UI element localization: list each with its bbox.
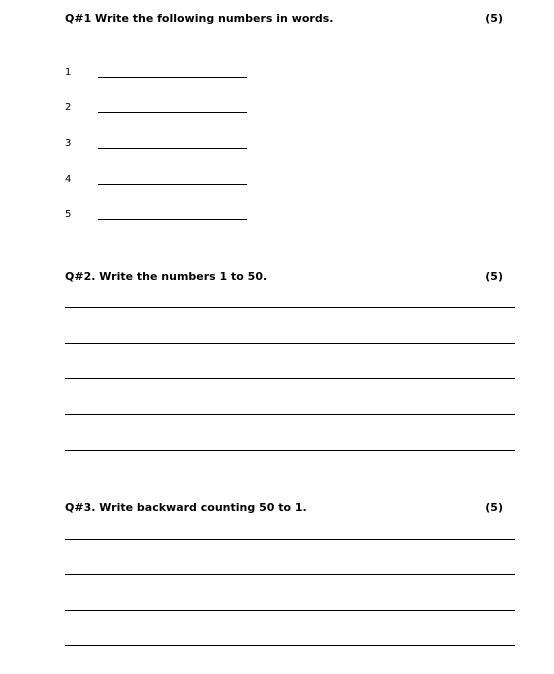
answer-item-4 [65, 173, 255, 187]
answer-line[interactable] [98, 77, 247, 78]
writing-line[interactable] [65, 307, 515, 308]
question-3-text: Q#3. Write backward counting 50 to 1. [65, 501, 307, 514]
answer-item-2 [65, 101, 255, 115]
writing-line[interactable] [65, 539, 515, 540]
writing-line[interactable] [65, 343, 515, 344]
answer-item-5 [65, 208, 255, 222]
answer-line[interactable] [98, 184, 247, 185]
question-1-marks: (5) [485, 12, 503, 25]
question-3-marks: (5) [485, 501, 503, 514]
question-1-header [65, 11, 515, 27]
question-1-text: Q#1 Write the following numbers in words. [65, 12, 334, 25]
item-number: 3 [65, 138, 72, 149]
writing-line[interactable] [65, 610, 515, 611]
answer-item-1 [65, 66, 255, 80]
answer-item-3 [65, 137, 255, 151]
writing-line[interactable] [65, 414, 515, 415]
item-number: 2 [65, 102, 72, 113]
answer-line[interactable] [98, 148, 247, 149]
writing-line[interactable] [65, 574, 515, 575]
question-3-header [65, 500, 515, 516]
answer-line[interactable] [98, 112, 247, 113]
writing-line[interactable] [65, 378, 515, 379]
question-2-marks: (5) [485, 270, 503, 283]
question-2-header [65, 269, 515, 285]
item-number: 5 [65, 209, 72, 220]
answer-line[interactable] [98, 219, 247, 220]
writing-line[interactable] [65, 450, 515, 451]
question-2-text: Q#2. Write the numbers 1 to 50. [65, 270, 268, 283]
writing-line[interactable] [65, 645, 515, 646]
item-number: 1 [65, 67, 72, 78]
item-number: 4 [65, 174, 72, 185]
